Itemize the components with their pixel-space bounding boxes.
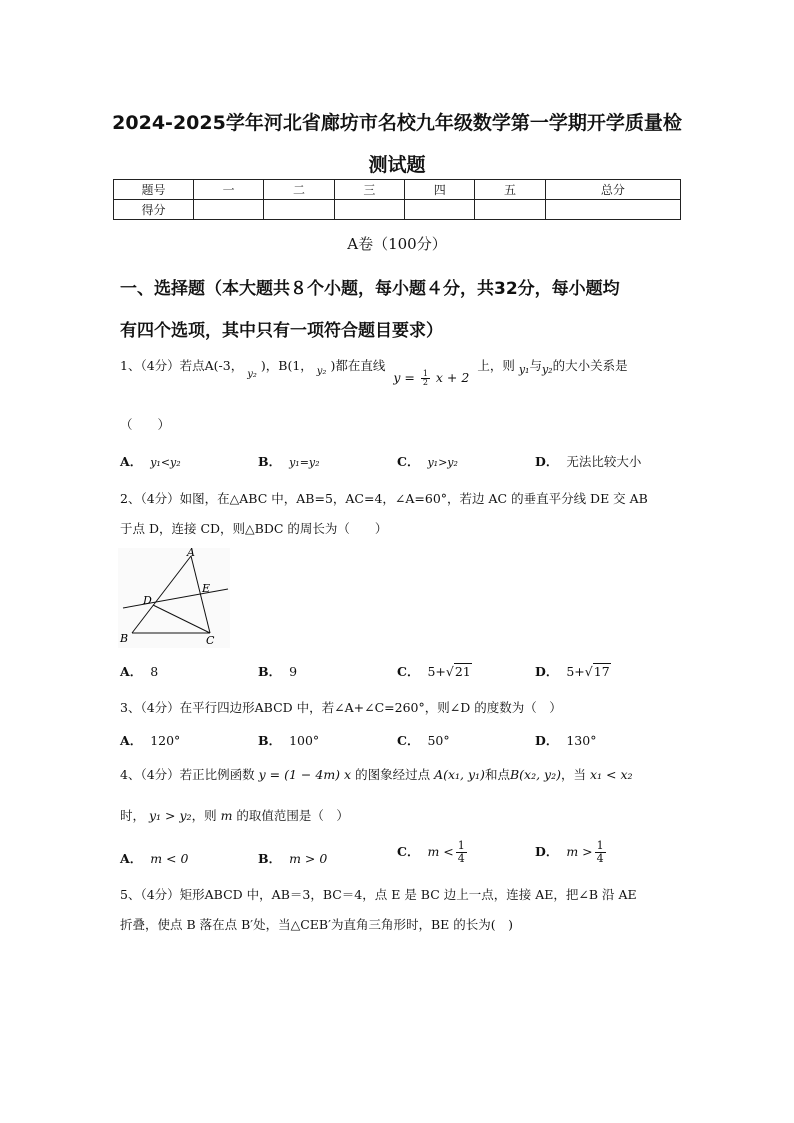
score-table-score-row (114, 200, 681, 220)
q2-option-a[interactable]: A． 8 (120, 664, 159, 679)
question-2-line1: 2、（4分）如图，在△ABC 中，AB=5，AC=4，∠A=60°，若边 AC 的垂直平分线 DE 交 AB (120, 491, 648, 506)
question-5-line1: 5、（4分）矩形ABCD 中，AB＝3，BC＝4，点 E 是 BC 边上一点，连接 AE，把∠B 沿 AE (120, 887, 637, 902)
table-cell: 四 (405, 180, 475, 200)
question-1-text: 1、（4分）若点A(-3， $_{y_2}$ )，B(1， $_{y_2}$ )都在直线 y = $\frac{1}{2}$ x + 2 上，则 y₁与y₂的大小关系是 (120, 358, 628, 387)
label-d: D (143, 594, 152, 607)
q2-option-d[interactable]: D． 5+√17 (535, 664, 610, 679)
q4-option-a[interactable]: A． m < 0 (120, 851, 189, 866)
score-cell[interactable] (405, 200, 475, 220)
q4-option-c[interactable]: C． m < $\frac{1}{4}$ (397, 839, 465, 865)
q3-option-d[interactable]: D． 130° (535, 733, 597, 748)
label-b: B (120, 632, 129, 645)
q1-option-c[interactable]: C． y₁>y₂ (397, 454, 458, 469)
q4-option-d[interactable]: D． m > $\frac{1}{4}$ (535, 839, 604, 865)
q2-option-c[interactable]: C． 5+√21 (397, 664, 471, 679)
question-4-line2: 时， y₁ > y₂，则 m 的取值范围是（ ） (120, 808, 349, 823)
line-equation: y = $\frac{1}{2}$ x + 2 (393, 369, 470, 387)
math-point-b: B(x₂, y₂) (509, 767, 561, 782)
q1-option-d[interactable]: D． 无法比较大小 (535, 454, 642, 469)
math-function: y = (1 − 4m) x (258, 767, 352, 782)
table-cell: 二 (264, 180, 334, 200)
q4-option-b[interactable]: B． m > 0 (258, 851, 328, 866)
score-cell[interactable] (194, 200, 264, 220)
section-heading-line2: 有四个选项，其中只有一项符合题目要求） (120, 321, 443, 341)
question-3-text: 3、（4分）在平行四边形ABCD 中，若∠A+∠C=260°，则∠D 的度数为（ ） (120, 700, 562, 715)
table-cell: 三 (334, 180, 404, 200)
table-cell: 五 (475, 180, 545, 200)
q1-option-a[interactable]: A． y₁<y₂ (120, 454, 181, 469)
q1-option-b[interactable]: B． y₁=y₂ (258, 454, 320, 469)
exam-title-line2: 测试题 (368, 154, 426, 176)
score-table-header-row (114, 180, 681, 200)
triangle-figure (118, 548, 230, 648)
math-point-a: A(x₁, y₁) (434, 767, 485, 782)
math-y2: y₂ (247, 369, 257, 380)
label-e: E (202, 582, 211, 595)
question-2-line2: 于点 D，连接 CD，则△BDC 的周长为（ ） (120, 521, 388, 536)
table-cell: 得分 (114, 200, 194, 220)
section-heading-line1: 一、选择题（本大题共８个小题，每小题４分，共32分，每小题均 (120, 279, 620, 299)
q3-option-a[interactable]: A． 120° (120, 733, 181, 748)
q2-option-b[interactable]: B． 9 (258, 664, 298, 679)
table-cell: 一 (194, 180, 264, 200)
score-cell[interactable] (334, 200, 404, 220)
question-1-blank: （ ） (120, 417, 171, 432)
math-condition-y: y₁ > y₂ (149, 808, 192, 823)
math-m: m (220, 808, 233, 823)
math-condition-x: x₁ < x₂ (590, 767, 633, 782)
score-table (113, 179, 681, 220)
label-a: A (187, 548, 195, 559)
q3-option-c[interactable]: C． 50° (397, 733, 450, 748)
question-5-line2: 折叠，使点 B 落在点 B′处，当△CEB′为直角三角形时，BE 的长为( ) (120, 917, 513, 932)
table-cell: 总分 (545, 180, 680, 200)
label-c: C (206, 634, 215, 647)
score-cell[interactable] (545, 200, 680, 220)
score-cell[interactable] (475, 200, 545, 220)
q3-option-b[interactable]: B． 100° (258, 733, 320, 748)
table-cell: 题号 (114, 180, 194, 200)
math-y2: y₂ (316, 366, 327, 377)
score-cell[interactable] (264, 200, 334, 220)
volume-heading: A卷（100分） (347, 235, 447, 253)
exam-title-line1: 2024-2025学年河北省廊坊市名校九年级数学第一学期开学质量检 (112, 112, 682, 134)
question-4-line1: 4、（4分）若正比例函数 y = (1 − 4m) x 的图象经过点 A(x₁, y₁)和点B(x₂, y₂)，当 x₁ < x₂ (120, 767, 633, 782)
